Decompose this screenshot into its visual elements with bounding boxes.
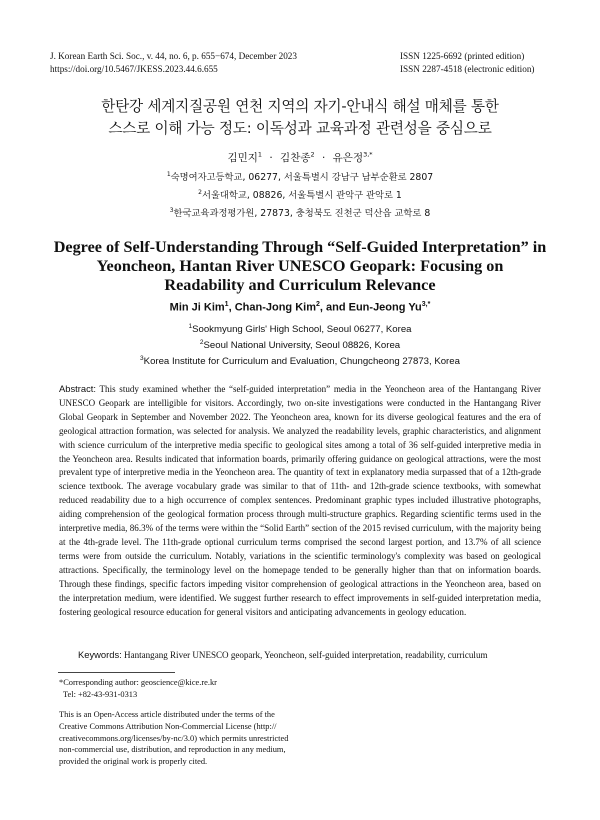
affil-text: Sookmyung Girls' High School, Seoul 06277, Korea bbox=[192, 324, 412, 336]
korean-authors bbox=[0, 150, 600, 165]
author-separator: · bbox=[321, 152, 326, 164]
author-joiner: , bbox=[228, 301, 235, 314]
author-name: Chan-Jong Kim bbox=[234, 301, 316, 314]
korean-title bbox=[40, 96, 560, 140]
author-affil-mark: 2 bbox=[310, 150, 315, 159]
affil-text: Korea Institute for Curriculum and Evaluation, Chungcheong 27873, Korea bbox=[143, 356, 460, 368]
affiliation bbox=[0, 185, 600, 203]
author-name: 김민지 bbox=[227, 152, 258, 164]
affil-text: 서울대학교, 08826, 서울특별시 관악구 관악로 1 bbox=[201, 190, 402, 202]
license-line: This is an Open-Access article distributed under the terms of the bbox=[59, 710, 275, 719]
license-line: provided the original work is properly cited. bbox=[59, 757, 208, 767]
corresponding-author-footnote bbox=[59, 677, 217, 700]
open-access-license bbox=[59, 709, 319, 768]
author-name: 김찬종 bbox=[280, 152, 311, 164]
author-affil-mark: 1 bbox=[224, 301, 229, 308]
keywords-label: Keywords: bbox=[78, 649, 122, 660]
english-affiliations bbox=[0, 320, 600, 369]
journal-citation bbox=[50, 50, 297, 76]
english-authors bbox=[0, 301, 600, 314]
license-line: creativecommons.org/licenses/by-nc/3.0) which permits unrestricted bbox=[59, 733, 289, 743]
license-line: non-commercial use, distribution, and reproduction in any medium, bbox=[59, 745, 286, 755]
korean-title-line: 한탄강 세계지질공원 연천 지역의 자기-안내식 해설 매체를 통한 bbox=[101, 98, 499, 115]
keywords bbox=[78, 649, 548, 660]
affil-text: 한국교육과정평가원, 27873, 충청북도 진천군 덕산읍 교학로 8 bbox=[173, 208, 431, 220]
affil-text: Seoul National University, Seoul 08826, Korea bbox=[203, 340, 401, 352]
affil-mark: 2 bbox=[198, 189, 202, 197]
affiliation bbox=[0, 203, 600, 221]
english-title-line: Yeoncheon, Hantan River UNESCO Geopark: Focusing on bbox=[96, 257, 504, 275]
issn-electronic: ISSN 2287-4518 (electronic edition) bbox=[400, 64, 535, 74]
english-title-line: Degree of Self-Understanding Through “Self-Guided Interpretation” in bbox=[53, 238, 547, 256]
doi-link[interactable]: https://doi.org/10.5467/JKESS.2023.44.6.655 bbox=[50, 64, 218, 74]
author-name: Min Ji Kim bbox=[169, 301, 225, 314]
keywords-text: Hantangang River UNESCO geopark, Yeoncheon, self-guided interpretation, readability, curriculum bbox=[124, 650, 488, 660]
footnote-divider bbox=[58, 672, 175, 673]
affil-mark: 1 bbox=[188, 323, 193, 330]
issn-print: ISSN 1225-6692 (printed edition) bbox=[400, 51, 525, 61]
journal-line: J. Korean Earth Sci. Soc., v. 44, no. 6, p. 655−674, December 2023 bbox=[50, 51, 297, 61]
issn-block bbox=[400, 50, 534, 76]
abstract-text: This study examined whether the “self-guided interpretation” media in the Yeoncheon area of the Hantangang River UNESCO Geopark are intelligible for visitors. Accordingly, two on-site investigations were conducted in the Hantangang River Global Geopark in September and November 2022. The Yeoncheon area, known for its diverse geological features and the era of geological attraction formation, was selected for analysis. We analyzed the readability levels, graphic characteristics, and alignment with science curriculum of the interpretive media specific to geological sites among a total of 36 self-guided interpretive media in the Yeoncheon area. Results indicated that information boards, primarily offering guidance on geological attractions, were the most prevalent type of interpretive media in the Yeoncheon area. The quantity of text in explanatory media surpassed that of a 12th-grade science textbook. The average vocabulary grade was similar to that of 11th- and 12th-grade science textbooks, with somewhat reduced readability due to a high occurrence of complex sentences. Predominant graphic types included illustrative photographs, aiding comprehension of the geological formation process through multi-structure graphics. Regarding scientific terms used in the interpretive media, 86.3% of the terms were within the “Solid Earth” section of the 2015 revised curriculum, with the majority being at the 4th-grade level. The 11th-grade optional curriculum terms comprised the second largest portion, and 13.7% of all science terms were from outside the curriculum. Notably, variations in the scientific terminology's complexity was based on geological attractions. Specifically, the terminology level on the homepage tended to be generally higher than that on information boards. Through these findings, specific factors impeding visitor comprehension of geological attractions in the Yeoncheon area, based on the interpretation medium, were identified. We suggest further research to effect improvements in self-guided interpretation media, fostering geological resource education for general visitors and anticipating advancements in geology education. bbox=[59, 384, 541, 617]
affiliation bbox=[0, 320, 600, 336]
license-line: Creative Commons Attribution Non-Commercial License (http:// bbox=[59, 721, 277, 731]
corresponding-email: *Corresponding author: geoscience@kice.re.kr bbox=[59, 678, 217, 687]
author-affil-mark: 2 bbox=[315, 301, 320, 308]
affil-mark: 3 bbox=[169, 207, 174, 215]
author-separator: · bbox=[269, 152, 273, 164]
korean-title-line: 스스로 이해 가능 정도: 이독성과 교육과정 관련성을 중심으로 bbox=[108, 120, 492, 137]
korean-affiliations bbox=[0, 167, 600, 221]
author-name: Eun-Jeong Yu bbox=[348, 301, 422, 314]
abstract bbox=[59, 382, 541, 619]
author-affil-mark: 1 bbox=[257, 150, 263, 159]
author-joiner: , and bbox=[319, 301, 349, 314]
english-title bbox=[40, 238, 560, 295]
affil-text: 숙명여자고등학교, 06277, 서울특별시 강남구 남부순환로 2807 bbox=[170, 172, 434, 184]
author-affil-mark: 3,* bbox=[363, 150, 373, 159]
affil-mark: 1 bbox=[166, 171, 171, 178]
abstract-label: Abstract: bbox=[59, 383, 96, 394]
author-name: 유은정 bbox=[332, 152, 364, 164]
affiliation bbox=[0, 167, 600, 185]
affiliation bbox=[0, 336, 600, 352]
affiliation bbox=[0, 352, 600, 368]
affil-mark: 3 bbox=[140, 355, 144, 363]
author-affil-mark: 3,* bbox=[421, 301, 431, 308]
affil-mark: 2 bbox=[199, 339, 204, 347]
english-title-line: Readability and Curriculum Relevance bbox=[164, 276, 436, 294]
corresponding-tel: Tel: +82-43-931-0313 bbox=[63, 689, 138, 699]
